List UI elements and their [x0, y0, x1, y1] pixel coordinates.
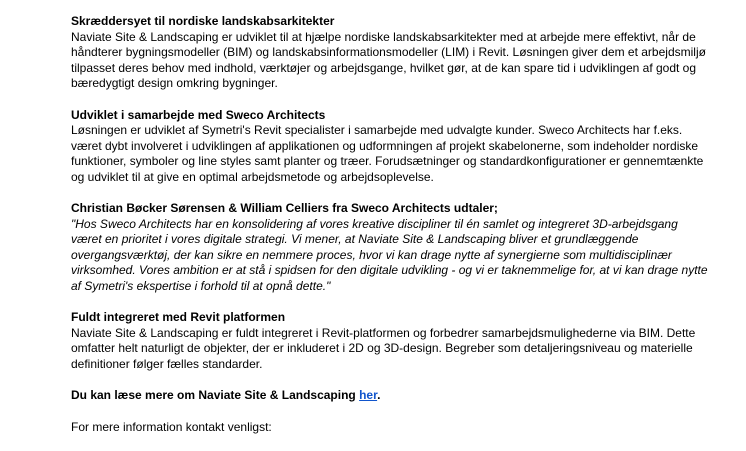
section-quote-text: "Hos Sweco Architects har en konsolidering af vores kreative discipliner til én samlet og integreret 3D-arbejdsgang været en prioritet i vores digitale strategi. Vi mener, at Naviate Site & Landscaping bliver et grundlæggende overgangsværktøj, der kan sikre en nemmere proces, hvor vi kan drage nytte af synergierne som multidisciplinær virksomhed. Vores ambition er at stå i spidsen for den digitale udvikling - og vi er taknemmelige for, at vi kan drage nytte af Symetri's ekspertise i forhold til at opnå dette.": [71, 216, 708, 293]
read-more-line: [71, 388, 711, 404]
section-quote: [71, 201, 711, 294]
section-developed-with-sweco: [71, 108, 711, 186]
section-body: Naviate Site & Landscaping er fuldt integreret i Revit-platformen og forbedrer samarbejdsmulighederne via BIM. Dette omfatter helt naturligt de objekter, der er inkluderet i 2D og 3D-design. Begreber som detaljeringsniveau og materielle definitioner følger fælles standarder.: [71, 325, 696, 371]
section-heading: Fuldt integreret med Revit platformen: [71, 310, 286, 324]
contact-line: [71, 420, 711, 436]
contact-text: For mere information kontakt venligst:: [71, 419, 272, 434]
read-more-suffix: .: [377, 388, 381, 402]
section-body: Løsningen er udviklet af Symetri's Revit specialister i samarbejde med udvalgte kunder. Sweco Architects har f.eks. været dybt involveret i udviklingen af applikationen og udformningen af projekt skabelonerne, som indeholder nordiske funktioner, symboler og line styles samt planter og træer. Forudsætninger og standardkonfigurationer er gennemtænkte og udviklet til at give en optimal arbejdsmetode og arbejdsoplevelse.: [71, 123, 704, 184]
section-revit-integration: [71, 310, 711, 372]
document-page: [71, 14, 711, 451]
section-body: Naviate Site & Landscaping er udviklet til at hjælpe nordiske landskabsarkitekter med at arbejde mere effektivt, når de håndterer bygningsmodeller (BIM) og landskabsinformationsmodeller (LIM) i Revit. Løsningen giver dem et arbejdsmiljø tilpasset deres behov med indhold, værktøjer og arbejdsgange, hvilket gør, at de kan spare tid i udviklingen af godt og bæredygtigt design omkring bygninger.: [71, 29, 706, 90]
section-tailored: [71, 14, 711, 92]
section-heading: Udviklet i samarbejde med Sweco Architects: [71, 107, 326, 122]
section-heading: Christian Bøcker Sørensen & William Celliers fra Sweco Architects udtaler;: [71, 201, 498, 215]
section-heading: Skræddersyet til nordiske landskabsarkitekter: [71, 14, 335, 28]
read-more-text: Du kan læse mere om Naviate Site & Landscaping: [71, 388, 360, 402]
read-more-link[interactable]: her: [359, 388, 378, 402]
